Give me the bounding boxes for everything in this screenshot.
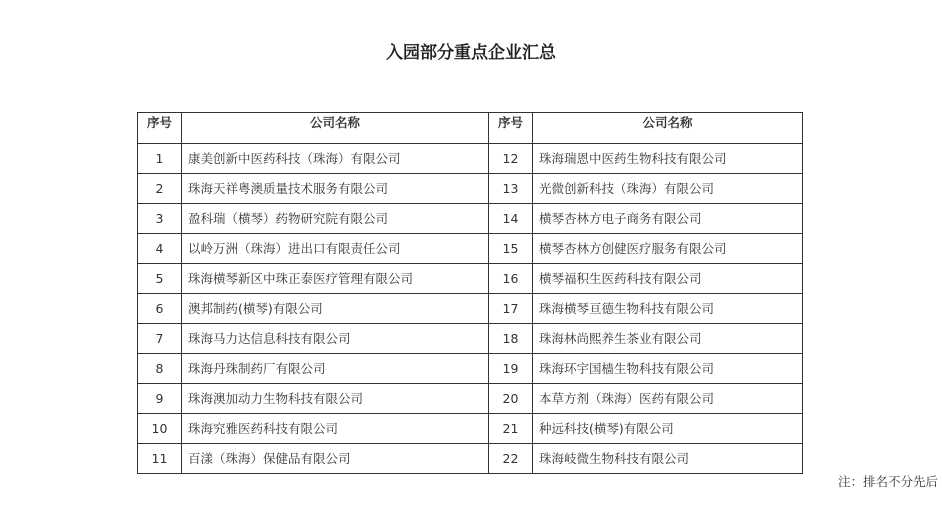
company-name: 康美创新中医药科技（珠海）有限公司 bbox=[182, 144, 489, 174]
company-name: 本草方剂（珠海）医药有限公司 bbox=[533, 384, 803, 414]
row-number: 15 bbox=[489, 234, 533, 264]
row-number: 17 bbox=[489, 294, 533, 324]
row-number: 6 bbox=[138, 294, 182, 324]
company-name: 横琴福积生医药科技有限公司 bbox=[533, 264, 803, 294]
row-number: 12 bbox=[489, 144, 533, 174]
company-name: 珠海究雅医药科技有限公司 bbox=[182, 414, 489, 444]
company-name: 横琴杏林方创健医疗服务有限公司 bbox=[533, 234, 803, 264]
row-number: 20 bbox=[489, 384, 533, 414]
table-row bbox=[138, 204, 803, 234]
row-number: 7 bbox=[138, 324, 182, 354]
company-name: 以岭万洲（珠海）进出口有限责任公司 bbox=[182, 234, 489, 264]
header-company-right: 公司名称 bbox=[533, 113, 803, 144]
company-name: 珠海林尚熙养生茶业有限公司 bbox=[533, 324, 803, 354]
row-number: 18 bbox=[489, 324, 533, 354]
row-number: 8 bbox=[138, 354, 182, 384]
row-number: 21 bbox=[489, 414, 533, 444]
row-number: 9 bbox=[138, 384, 182, 414]
company-name: 珠海天祥粤澳质量技术服务有限公司 bbox=[182, 174, 489, 204]
company-name: 横琴杏林方电子商务有限公司 bbox=[533, 204, 803, 234]
row-number: 16 bbox=[489, 264, 533, 294]
company-name: 珠海马力达信息科技有限公司 bbox=[182, 324, 489, 354]
table-row bbox=[138, 174, 803, 204]
company-name: 珠海横琴亘德生物科技有限公司 bbox=[533, 294, 803, 324]
company-name: 珠海丹珠制药厂有限公司 bbox=[182, 354, 489, 384]
header-index-left: 序号 bbox=[138, 113, 182, 144]
row-number: 2 bbox=[138, 174, 182, 204]
company-name: 光微创新科技（珠海）有限公司 bbox=[533, 174, 803, 204]
table-row bbox=[138, 324, 803, 354]
row-number: 1 bbox=[138, 144, 182, 174]
row-number: 19 bbox=[489, 354, 533, 384]
company-name: 珠海横琴新区中珠正泰医疗管理有限公司 bbox=[182, 264, 489, 294]
table-row bbox=[138, 234, 803, 264]
table-header-row bbox=[138, 113, 803, 144]
company-name: 珠海环宇国樯生物科技有限公司 bbox=[533, 354, 803, 384]
row-number: 14 bbox=[489, 204, 533, 234]
row-number: 5 bbox=[138, 264, 182, 294]
company-name: 百漾（珠海）保健品有限公司 bbox=[182, 444, 489, 474]
page-title: 入园部分重点企业汇总 bbox=[386, 43, 556, 63]
table-row bbox=[138, 384, 803, 414]
company-name: 珠海澳加动力生物科技有限公司 bbox=[182, 384, 489, 414]
header-index-right: 序号 bbox=[489, 113, 533, 144]
table-row bbox=[138, 294, 803, 324]
row-number: 4 bbox=[138, 234, 182, 264]
table-row bbox=[138, 264, 803, 294]
table-row bbox=[138, 144, 803, 174]
footnote: 注：排名不分先后 bbox=[837, 474, 938, 489]
company-name: 珠海岐微生物科技有限公司 bbox=[533, 444, 803, 474]
company-name: 珠海瑞恩中医药生物科技有限公司 bbox=[533, 144, 803, 174]
table-row bbox=[138, 444, 803, 474]
row-number: 13 bbox=[489, 174, 533, 204]
table-row bbox=[138, 414, 803, 444]
company-name: 种远科技(横琴)有限公司 bbox=[533, 414, 803, 444]
company-name: 盈科瑞（横琴）药物研究院有限公司 bbox=[182, 204, 489, 234]
row-number: 10 bbox=[138, 414, 182, 444]
row-number: 11 bbox=[138, 444, 182, 474]
company-name: 澳邦制药(横琴)有限公司 bbox=[182, 294, 489, 324]
company-table bbox=[137, 112, 803, 474]
row-number: 22 bbox=[489, 444, 533, 474]
table-row bbox=[138, 354, 803, 384]
row-number: 3 bbox=[138, 204, 182, 234]
header-company-left: 公司名称 bbox=[182, 113, 489, 144]
